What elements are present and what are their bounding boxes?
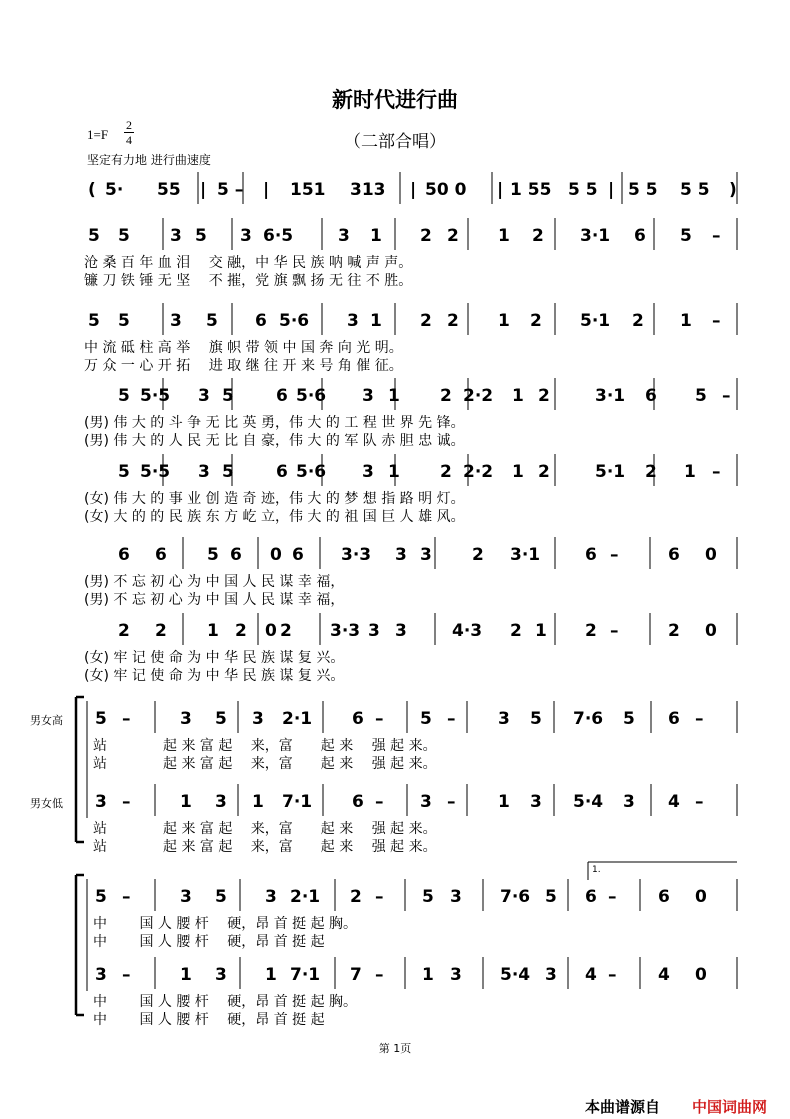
note: 2·2 [463, 386, 494, 406]
intro-note: 5 – [217, 180, 244, 200]
lyric-line: 中 国 人 腰 杆 硬，昂 首 挺 起 [93, 934, 325, 950]
note: 5 [207, 545, 219, 565]
song-title: 新时代进行曲 [332, 88, 458, 112]
song-subtitle: （二部合唱） [344, 132, 446, 152]
note: 2 [538, 462, 550, 482]
note: 3 [530, 792, 542, 812]
lyric-line: 站 起 来 富 起 来，富 起 来 强 起 来。 [93, 821, 437, 837]
note: 2 [447, 226, 459, 246]
note: 3 [180, 709, 192, 729]
note: 3 [240, 226, 252, 246]
note: – [712, 311, 721, 331]
note: 5 [420, 709, 432, 729]
time-top: 2 [126, 118, 132, 132]
intro-note: | [608, 180, 615, 200]
note: – [695, 709, 704, 729]
note: 1 [684, 462, 696, 482]
note: 2 [632, 311, 644, 331]
intro-note: | [497, 180, 504, 200]
lyric-line: (男) 不 忘 初 心 为 中 国 人 民 谋 幸 福， [84, 592, 345, 608]
note: 3 [170, 311, 182, 331]
note: 1 [252, 792, 264, 812]
note: 1 [180, 965, 192, 985]
note: 7·1 [290, 965, 321, 985]
note: 6 [276, 462, 288, 482]
note: 1 [180, 792, 192, 812]
note: 5 [118, 462, 130, 482]
note: 5 [680, 226, 692, 246]
note: 2 [532, 226, 544, 246]
note: 4 [658, 965, 670, 985]
intro-note: 5 5 [568, 180, 598, 200]
note: 2 [440, 462, 452, 482]
note: 3 [368, 621, 380, 641]
note: 1 [498, 311, 510, 331]
note: 1 [680, 311, 692, 331]
note: 5 [695, 386, 707, 406]
note: 3 [623, 792, 635, 812]
note: 6 [352, 709, 364, 729]
note: 6 [255, 311, 267, 331]
note: 5 [118, 386, 130, 406]
intro-note: 151 [290, 180, 326, 200]
note: 4 [668, 792, 680, 812]
note: 6 [658, 887, 670, 907]
note: 5 [95, 887, 107, 907]
note: 1 [265, 965, 277, 985]
note: 5·1 [580, 311, 611, 331]
note: 1 [512, 386, 524, 406]
lyric-line: 万 众 一 心 开 拓 进 取 继 往 开 来 号 角 催 征。 [84, 358, 403, 374]
lyric-line: 中 流 砥 柱 高 举 旗 帜 带 领 中 国 奔 向 光 明。 [84, 340, 403, 356]
note: 3 [252, 709, 264, 729]
note: 1 [422, 965, 434, 985]
note: 3·1 [580, 226, 611, 246]
note: 2 [530, 311, 542, 331]
note: 3·3 [341, 545, 372, 565]
note: 5 [206, 311, 218, 331]
intro-note: 313 [350, 180, 386, 200]
note: 2 [510, 621, 522, 641]
note: 1 [207, 621, 219, 641]
lyric-line: (男) 伟 大 的 人 民 无 比 自 豪，伟 大 的 军 队 赤 胆 忠 诚。 [84, 433, 465, 449]
time-bottom: 4 [126, 133, 132, 147]
note: 5 [215, 709, 227, 729]
intro-note: 1 55 [510, 180, 552, 200]
note: 6 [155, 545, 167, 565]
note: 5·5 [140, 386, 171, 406]
note: – [122, 887, 131, 907]
note: 5 [222, 386, 234, 406]
note: 5 [118, 311, 130, 331]
note: – [375, 792, 384, 812]
note: 6 [585, 545, 597, 565]
note: 0 [695, 887, 707, 907]
note: 7·1 [282, 792, 313, 812]
note: 2 [472, 545, 484, 565]
source-site: 中国词曲网 [692, 1098, 768, 1116]
note: 2 [420, 311, 432, 331]
note: 3 [347, 311, 359, 331]
intro-note: 5 5 [628, 180, 658, 200]
note: – [608, 887, 617, 907]
note: 5 [215, 887, 227, 907]
note: 3 [170, 226, 182, 246]
intro-note: | [410, 180, 417, 200]
note: 5 [545, 887, 557, 907]
lyric-line: (女) 伟 大 的 事 业 创 造 奇 迹，伟 大 的 梦 想 指 路 明 灯。 [84, 491, 465, 507]
note: – [447, 792, 456, 812]
lyric-line: (男) 伟 大 的 斗 争 无 比 英 勇，伟 大 的 工 程 世 界 先 锋。 [84, 415, 465, 431]
note: – [712, 226, 721, 246]
note: 6 [230, 545, 242, 565]
note: – [122, 792, 131, 812]
source-prefix: 本曲谱源自 [585, 1098, 661, 1116]
note: 5 [623, 709, 635, 729]
note: 4·3 [452, 621, 483, 641]
note: 5 [530, 709, 542, 729]
note: 3 [198, 462, 210, 482]
note: 3 [362, 386, 374, 406]
note: 5 [422, 887, 434, 907]
note: 2·1 [290, 887, 321, 907]
lyric-line: 站 起 来 富 起 来，富 起 来 强 起 来。 [93, 839, 437, 855]
note: 5 [88, 226, 100, 246]
note: 2·2 [463, 462, 494, 482]
note: – [610, 621, 619, 641]
note: 5 [222, 462, 234, 482]
note: 6 [668, 709, 680, 729]
lyric-line: 中 国 人 腰 杆 硬，昂 首 挺 起 胸。 [93, 916, 358, 932]
note: 3 [180, 887, 192, 907]
note: – [447, 709, 456, 729]
note: 7·6 [573, 709, 604, 729]
note: 6 [118, 545, 130, 565]
voice-label-high: 男女高 [30, 714, 63, 727]
note: 0 [265, 621, 277, 641]
lyric-line: 站 起 来 富 起 来，富 起 来 强 起 来。 [93, 738, 437, 754]
note: 3 [420, 545, 432, 565]
note: 5 [95, 709, 107, 729]
note: 1 [535, 621, 547, 641]
note: 6 [645, 386, 657, 406]
note: 6 [276, 386, 288, 406]
note: 3 [198, 386, 210, 406]
voice-label-low: 男女低 [30, 797, 63, 810]
volta-label: 1. [592, 865, 601, 875]
note: 1 [498, 226, 510, 246]
note: 2 [235, 621, 247, 641]
lyric-line: 镰 刀 铁 锤 无 坚 不 摧，党 旗 飘 扬 无 往 不 胜。 [84, 273, 413, 289]
note: – [375, 709, 384, 729]
lyric-line: 站 起 来 富 起 来，富 起 来 强 起 来。 [93, 756, 437, 772]
note: 6 [292, 545, 304, 565]
note: 5·4 [573, 792, 604, 812]
note: 3 [545, 965, 557, 985]
intro-note: ) [729, 180, 737, 200]
note: 5 [118, 226, 130, 246]
note: 5·6 [296, 386, 327, 406]
note: 2 [440, 386, 452, 406]
note: 5·6 [279, 311, 310, 331]
note: 3 [265, 887, 277, 907]
note: 2 [155, 621, 167, 641]
note: 2·1 [282, 709, 313, 729]
note: – [122, 709, 131, 729]
note: 5·4 [500, 965, 531, 985]
intro-note: 55 [157, 180, 181, 200]
note: 1 [370, 311, 382, 331]
note: 3 [95, 792, 107, 812]
note: 3 [338, 226, 350, 246]
note: 3 [95, 965, 107, 985]
note: 5 [195, 226, 207, 246]
note: 3 [215, 965, 227, 985]
lyric-line: 中 国 人 腰 杆 硬，昂 首 挺 起 [93, 1012, 325, 1028]
note: 2 [447, 311, 459, 331]
lyric-line: 沧 桑 百 年 血 泪 交 融，中 华 民 族 呐 喊 声 声。 [84, 255, 413, 271]
note: 5·5 [140, 462, 171, 482]
note: 3 [395, 545, 407, 565]
note: 0 [705, 621, 717, 641]
note: 0 [705, 545, 717, 565]
tempo-marking: 坚定有力地 进行曲速度 [87, 153, 211, 167]
note: 6 [352, 792, 364, 812]
intro-note: | [200, 180, 207, 200]
lyric-line: (女) 大 的 的 民 族 东 方 屹 立，伟 大 的 祖 国 巨 人 雄 风。 [84, 509, 465, 525]
note: 2 [668, 621, 680, 641]
note: 0 [270, 545, 282, 565]
note: 3 [395, 621, 407, 641]
note: 5 [88, 311, 100, 331]
note: 6 [585, 887, 597, 907]
note: 6 [668, 545, 680, 565]
lyric-line: (女) 牢 记 使 命 为 中 华 民 族 谋 复 兴。 [84, 650, 345, 666]
note: – [712, 462, 721, 482]
intro-note: | [263, 180, 270, 200]
note: 7 [350, 965, 362, 985]
note: 2 [420, 226, 432, 246]
note: 3 [215, 792, 227, 812]
note: 1 [370, 226, 382, 246]
note: – [375, 887, 384, 907]
note: 1 [388, 462, 400, 482]
note: 2 [118, 621, 130, 641]
intro-note: 5 5 [680, 180, 710, 200]
lyric-line: 中 国 人 腰 杆 硬，昂 首 挺 起 胸。 [93, 994, 358, 1010]
note: 2 [585, 621, 597, 641]
note: – [375, 965, 384, 985]
note: 4 [585, 965, 597, 985]
note: 3 [362, 462, 374, 482]
note: 3 [420, 792, 432, 812]
note: 5·1 [595, 462, 626, 482]
note: – [608, 965, 617, 985]
note: 3 [450, 887, 462, 907]
note: 1 [512, 462, 524, 482]
lyric-line: (男) 不 忘 初 心 为 中 国 人 民 谋 幸 福， [84, 574, 345, 590]
key-signature: 1=F [87, 127, 109, 142]
note: 2 [350, 887, 362, 907]
note: 6 [634, 226, 646, 246]
note: 2 [280, 621, 292, 641]
note: 7·6 [500, 887, 531, 907]
note: 5·6 [296, 462, 327, 482]
note: 3 [498, 709, 510, 729]
note: – [610, 545, 619, 565]
note: 3·1 [510, 545, 541, 565]
note: – [722, 386, 731, 406]
note: – [695, 792, 704, 812]
note: 0 [695, 965, 707, 985]
note: 1 [388, 386, 400, 406]
note: 6·5 [263, 226, 294, 246]
page-number: 第 1页 [378, 1042, 412, 1055]
note: 1 [498, 792, 510, 812]
intro-note: ( [88, 180, 96, 200]
intro-note: 5· [105, 180, 124, 200]
note: 3·3 [330, 621, 361, 641]
note: 2 [645, 462, 657, 482]
intro-note: 50 0 [425, 180, 467, 200]
note: 3·1 [595, 386, 626, 406]
note: 2 [538, 386, 550, 406]
note: 3 [450, 965, 462, 985]
note: – [122, 965, 131, 985]
lyric-line: (女) 牢 记 使 命 为 中 华 民 族 谋 复 兴。 [84, 668, 345, 684]
